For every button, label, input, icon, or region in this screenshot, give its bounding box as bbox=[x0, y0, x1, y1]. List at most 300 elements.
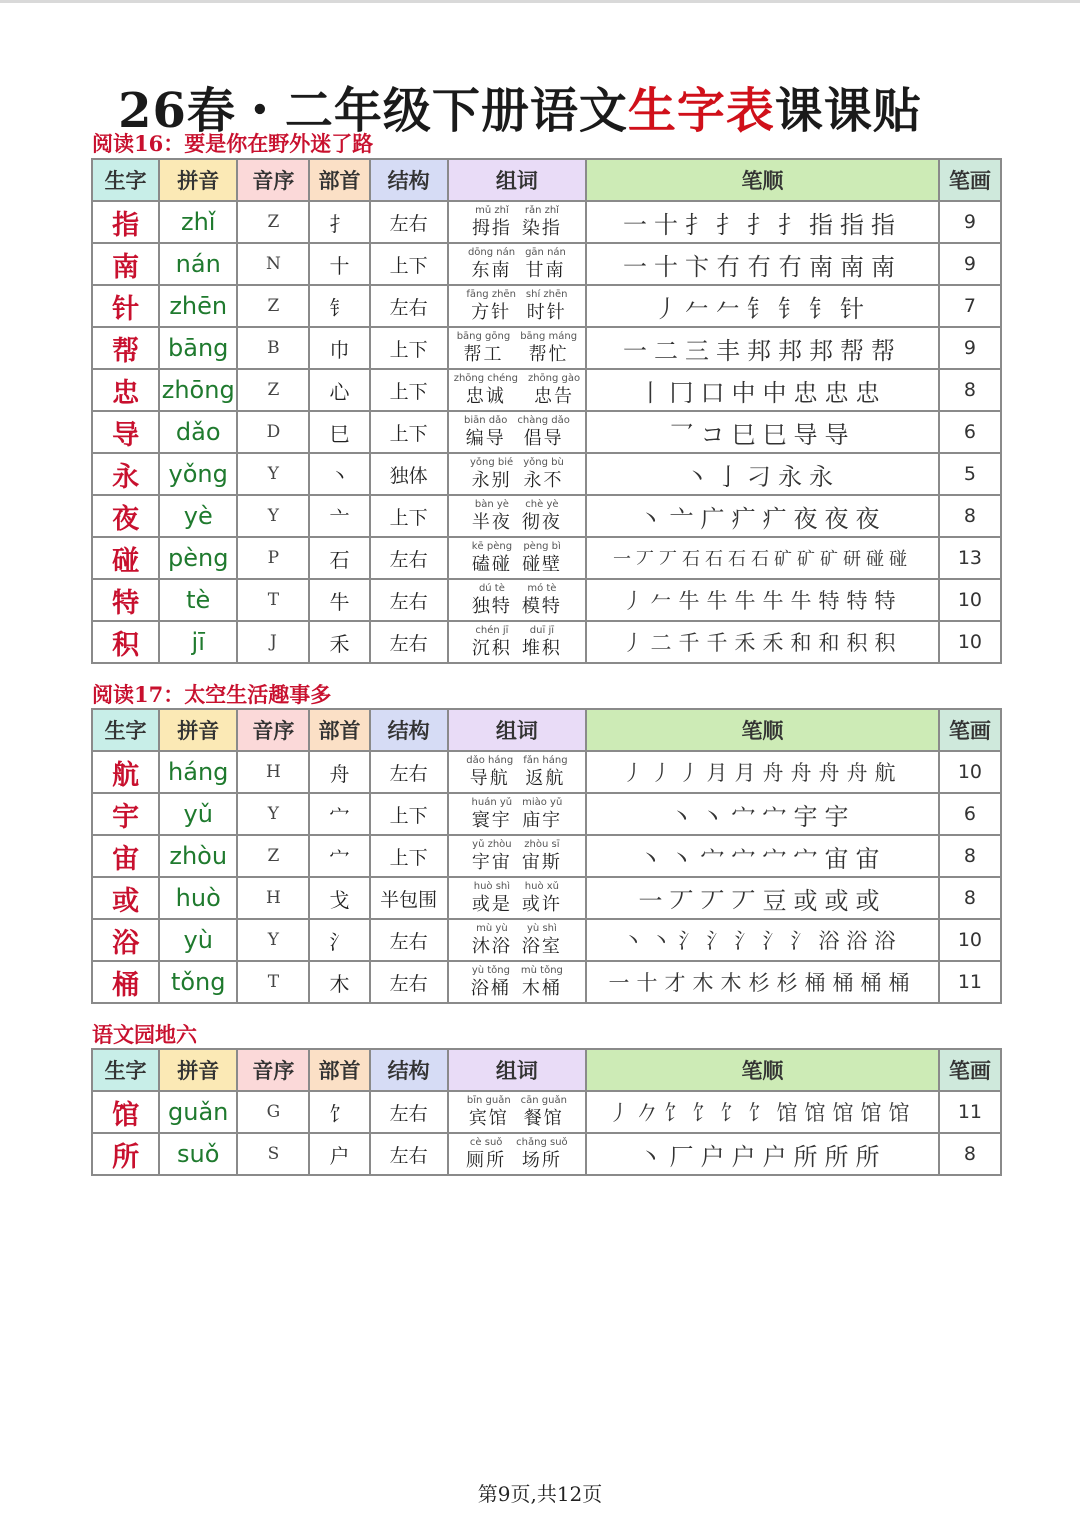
word-pair bbox=[449, 1096, 585, 1128]
radical-cell: 木 bbox=[309, 961, 369, 1003]
radical-cell: 饣 bbox=[309, 1091, 369, 1133]
word-item bbox=[472, 500, 512, 532]
word-pinyin: yù tǒng bbox=[471, 965, 510, 976]
word-pinyin: gān nán bbox=[525, 247, 566, 258]
character-cell: 馆 bbox=[92, 1091, 159, 1133]
stroke-step: 馆 bbox=[776, 1101, 801, 1125]
header-char: 生字 bbox=[92, 709, 159, 751]
stroke-step: 牛 bbox=[762, 589, 787, 613]
word-pinyin: miào yǔ bbox=[522, 797, 563, 808]
word-pinyin: zhōng chéng bbox=[453, 373, 518, 384]
stroke-step: 一 bbox=[638, 886, 666, 915]
header-row bbox=[92, 1049, 1001, 1091]
stroke-step: 氵 bbox=[790, 929, 815, 953]
stroke-step: 丶 bbox=[684, 462, 712, 491]
stroke-step: 研 bbox=[842, 549, 862, 570]
header-order: 音序 bbox=[237, 709, 309, 751]
radical-cell: 戈 bbox=[309, 877, 369, 919]
stroke-step: 宀 bbox=[700, 844, 728, 873]
title-part1: 26春・二年级下册语文 bbox=[118, 83, 628, 139]
words-cell bbox=[448, 1091, 586, 1133]
word-pair bbox=[449, 584, 585, 616]
header-stroke-count: 笔画 bbox=[939, 159, 1001, 201]
stroke-step: 一 bbox=[608, 971, 633, 995]
word-hanzi: 磕碰 bbox=[471, 554, 512, 575]
words-cell bbox=[448, 411, 586, 453]
stroke-step: 饣 bbox=[720, 1101, 745, 1125]
stroke-step: 丿 bbox=[622, 589, 647, 613]
stroke-count-cell: 10 bbox=[939, 751, 1001, 793]
stroke-step: 针 bbox=[839, 294, 867, 323]
word-pinyin: mǔ zhǐ bbox=[475, 205, 509, 216]
word-item bbox=[522, 924, 562, 956]
section-title: 阅读16：要是你在野外迷了路 bbox=[92, 131, 374, 156]
word-hanzi: 永别 bbox=[471, 470, 512, 491]
structure-cell: 左右 bbox=[370, 961, 448, 1003]
word-item bbox=[471, 966, 511, 998]
pinyin-cell: tè bbox=[159, 579, 237, 621]
word-item bbox=[464, 416, 507, 448]
stroke-step: 馆 bbox=[888, 1101, 913, 1125]
header-stroke-count: 笔画 bbox=[939, 709, 1001, 751]
word-hanzi: 浴室 bbox=[521, 936, 562, 957]
stroke-step: 千 bbox=[706, 631, 731, 655]
stroke-step: 巳 bbox=[731, 420, 759, 449]
word-item bbox=[525, 248, 566, 280]
stroke-count-cell: 6 bbox=[939, 411, 1001, 453]
character-cell: 宙 bbox=[92, 835, 159, 877]
phonetic-order-cell: T bbox=[237, 579, 309, 621]
stroke-step: 刁 bbox=[746, 462, 774, 491]
word-hanzi: 场所 bbox=[521, 1150, 562, 1171]
header-words: 组词 bbox=[448, 709, 586, 751]
phonetic-order-cell: Z bbox=[237, 369, 309, 411]
word-item bbox=[522, 500, 562, 532]
table-row bbox=[92, 1091, 1001, 1133]
stroke-step: 丿 bbox=[678, 761, 703, 785]
word-pinyin: bīn guǎn bbox=[466, 1095, 511, 1106]
stroke-step: 疒 bbox=[731, 504, 759, 533]
word-hanzi: 或是 bbox=[471, 894, 512, 915]
words-cell bbox=[448, 835, 586, 877]
stroke-step: 永 bbox=[777, 462, 805, 491]
stroke-count-cell: 10 bbox=[939, 621, 1001, 663]
stroke-step: 指 bbox=[808, 210, 836, 239]
structure-cell: 上下 bbox=[370, 327, 448, 369]
word-item bbox=[526, 290, 568, 322]
character-table bbox=[91, 1048, 1002, 1176]
stroke-step: 才 bbox=[664, 971, 689, 995]
header-row bbox=[92, 709, 1001, 751]
pinyin-cell: yǔ bbox=[159, 793, 237, 835]
pinyin-cell: suǒ bbox=[159, 1133, 237, 1175]
word-pinyin: chè yè bbox=[525, 499, 559, 510]
word-pinyin: mù yù bbox=[476, 923, 508, 934]
word-pinyin: chàng dǎo bbox=[517, 415, 570, 426]
table-row bbox=[92, 411, 1001, 453]
stroke-step: 所 bbox=[824, 1142, 852, 1171]
character-cell: 碰 bbox=[92, 537, 159, 579]
word-hanzi: 独特 bbox=[471, 596, 512, 617]
stroke-step: 丿 bbox=[650, 761, 675, 785]
stroke-step: 宀 bbox=[762, 844, 790, 873]
stroke-step: 亠 bbox=[669, 504, 697, 533]
word-pair bbox=[449, 458, 585, 490]
word-pair bbox=[449, 542, 585, 574]
word-hanzi: 东南 bbox=[471, 260, 512, 281]
stroke-step: 豆 bbox=[762, 886, 790, 915]
stroke-count-cell: 11 bbox=[939, 961, 1001, 1003]
table-row bbox=[92, 285, 1001, 327]
stroke-count-cell: 9 bbox=[939, 243, 1001, 285]
radical-cell: 心 bbox=[309, 369, 369, 411]
word-pinyin: zhòu sī bbox=[524, 839, 560, 850]
character-cell: 帮 bbox=[92, 327, 159, 369]
stroke-step: 十 bbox=[653, 210, 681, 239]
phonetic-order-cell: Z bbox=[237, 285, 309, 327]
header-order: 音序 bbox=[237, 159, 309, 201]
stroke-step: 丶 bbox=[700, 802, 728, 831]
word-item bbox=[472, 924, 512, 956]
word-hanzi: 木桶 bbox=[521, 978, 562, 999]
stroke-step: 氵 bbox=[734, 929, 759, 953]
word-item bbox=[457, 332, 511, 364]
header-row bbox=[92, 159, 1001, 201]
stroke-order-cell bbox=[586, 201, 939, 243]
stroke-step: 和 bbox=[790, 631, 815, 655]
character-cell: 航 bbox=[92, 751, 159, 793]
stroke-step: 帮 bbox=[839, 336, 867, 365]
stroke-order-cell bbox=[586, 751, 939, 793]
structure-cell: 上下 bbox=[370, 495, 448, 537]
stroke-step: 户 bbox=[731, 1142, 759, 1171]
structure-cell: 左右 bbox=[370, 1133, 448, 1175]
word-item bbox=[522, 626, 562, 658]
radical-cell: 巳 bbox=[309, 411, 369, 453]
stroke-step: 丶 bbox=[622, 929, 647, 953]
stroke-step: 户 bbox=[762, 1142, 790, 1171]
words-cell bbox=[448, 961, 586, 1003]
pinyin-cell: zhōng bbox=[159, 369, 237, 411]
stroke-order-cell bbox=[586, 1133, 939, 1175]
stroke-count-cell: 6 bbox=[939, 793, 1001, 835]
table-row bbox=[92, 495, 1001, 537]
stroke-step: 月 bbox=[706, 761, 731, 785]
stroke-step: 指 bbox=[839, 210, 867, 239]
word-item bbox=[472, 840, 512, 872]
word-pair bbox=[449, 206, 585, 238]
header-char: 生字 bbox=[92, 1049, 159, 1091]
header-stroke-order: 笔顺 bbox=[586, 159, 939, 201]
stroke-step: 卞 bbox=[684, 252, 712, 281]
stroke-step: 特 bbox=[874, 589, 899, 613]
stroke-step: 南 bbox=[839, 252, 867, 281]
header-pinyin: 拼音 bbox=[159, 159, 237, 201]
phonetic-order-cell: H bbox=[237, 751, 309, 793]
character-cell: 宇 bbox=[92, 793, 159, 835]
word-hanzi: 沐浴 bbox=[471, 936, 512, 957]
stroke-step: 舟 bbox=[846, 761, 871, 785]
stroke-step: 南 bbox=[870, 252, 898, 281]
word-hanzi: 帮忙 bbox=[528, 344, 569, 365]
stroke-step: 木 bbox=[692, 971, 717, 995]
word-hanzi: 宇宙 bbox=[471, 852, 512, 873]
word-pair bbox=[449, 840, 585, 872]
stroke-step: 疒 bbox=[762, 504, 790, 533]
stroke-step: 舟 bbox=[762, 761, 787, 785]
structure-cell: 左右 bbox=[370, 201, 448, 243]
table-row bbox=[92, 793, 1001, 835]
pinyin-cell: dǎo bbox=[159, 411, 237, 453]
word-pinyin: cè suǒ bbox=[469, 1137, 503, 1148]
pinyin-cell: huò bbox=[159, 877, 237, 919]
phonetic-order-cell: S bbox=[237, 1133, 309, 1175]
words-cell bbox=[448, 579, 586, 621]
word-hanzi: 半夜 bbox=[471, 512, 512, 533]
word-hanzi: 寰宇 bbox=[471, 810, 512, 831]
stroke-count-cell: 13 bbox=[939, 537, 1001, 579]
top-divider bbox=[0, 0, 1080, 3]
character-cell: 南 bbox=[92, 243, 159, 285]
header-stroke-order: 笔顺 bbox=[586, 1049, 939, 1091]
word-item bbox=[472, 584, 512, 616]
stroke-step: 馆 bbox=[804, 1101, 829, 1125]
header-radical: 部首 bbox=[309, 1049, 369, 1091]
phonetic-order-cell: J bbox=[237, 621, 309, 663]
character-cell: 积 bbox=[92, 621, 159, 663]
word-hanzi: 彻夜 bbox=[521, 512, 562, 533]
stroke-count-cell: 9 bbox=[939, 201, 1001, 243]
header-char: 生字 bbox=[92, 159, 159, 201]
stroke-step: 杉 bbox=[748, 971, 773, 995]
stroke-step: 丶 bbox=[669, 844, 697, 873]
radical-cell: 钅 bbox=[309, 285, 369, 327]
stroke-step: 或 bbox=[793, 886, 821, 915]
word-pair bbox=[449, 966, 585, 998]
stroke-step: 饣 bbox=[748, 1101, 773, 1125]
word-pinyin: mù tǒng bbox=[520, 965, 563, 976]
words-cell bbox=[448, 793, 586, 835]
word-item bbox=[472, 798, 513, 830]
stroke-step: 𠂊 bbox=[636, 1101, 661, 1125]
word-hanzi: 染指 bbox=[521, 218, 562, 239]
stroke-step: 中 bbox=[762, 378, 790, 407]
radical-cell: 禾 bbox=[309, 621, 369, 663]
word-hanzi: 模特 bbox=[521, 596, 562, 617]
word-item bbox=[522, 584, 562, 616]
structure-cell: 上下 bbox=[370, 835, 448, 877]
stroke-count-cell: 8 bbox=[939, 1133, 1001, 1175]
word-item bbox=[467, 1096, 511, 1128]
stroke-step: 宙 bbox=[855, 844, 883, 873]
word-item bbox=[466, 756, 513, 788]
stroke-step: 亅 bbox=[715, 462, 743, 491]
word-item bbox=[466, 290, 516, 322]
word-pinyin: yù shì bbox=[527, 923, 557, 934]
stroke-step: 二 bbox=[653, 336, 681, 365]
stroke-order-cell bbox=[586, 793, 939, 835]
table-row bbox=[92, 243, 1001, 285]
stroke-step: 浴 bbox=[874, 929, 899, 953]
stroke-step: 浴 bbox=[846, 929, 871, 953]
words-cell bbox=[448, 453, 586, 495]
word-pinyin: zhōng gào bbox=[527, 373, 581, 384]
stroke-step: 邦 bbox=[746, 336, 774, 365]
stroke-step: 馆 bbox=[832, 1101, 857, 1125]
word-hanzi: 宾馆 bbox=[468, 1108, 509, 1129]
stroke-step: 三 bbox=[684, 336, 712, 365]
word-pinyin: mó tè bbox=[527, 583, 557, 594]
character-cell: 针 bbox=[92, 285, 159, 327]
pinyin-cell: nán bbox=[159, 243, 237, 285]
stroke-step: 和 bbox=[818, 631, 843, 655]
stroke-step: 碰 bbox=[888, 549, 908, 570]
word-pair bbox=[449, 332, 585, 364]
word-hanzi: 编导 bbox=[465, 428, 506, 449]
stroke-step: 丿 bbox=[622, 631, 647, 655]
stroke-step: 千 bbox=[678, 631, 703, 655]
header-pinyin: 拼音 bbox=[159, 709, 237, 751]
stroke-step: 饣 bbox=[692, 1101, 717, 1125]
stroke-order-cell bbox=[586, 411, 939, 453]
phonetic-order-cell: H bbox=[237, 877, 309, 919]
word-hanzi: 方针 bbox=[471, 302, 512, 323]
header-stroke-count: 笔画 bbox=[939, 1049, 1001, 1091]
stroke-step: 厂 bbox=[669, 1142, 697, 1171]
character-table bbox=[91, 158, 1002, 664]
word-pair bbox=[449, 416, 585, 448]
stroke-step: 牛 bbox=[790, 589, 815, 613]
stroke-step: 永 bbox=[808, 462, 836, 491]
phonetic-order-cell: Y bbox=[237, 919, 309, 961]
stroke-step: 冇 bbox=[746, 252, 774, 281]
stroke-step: 丆 bbox=[658, 549, 678, 570]
stroke-order-cell bbox=[586, 495, 939, 537]
radical-cell: 舟 bbox=[309, 751, 369, 793]
word-pinyin: rǎn zhǐ bbox=[524, 205, 559, 216]
character-cell: 指 bbox=[92, 201, 159, 243]
phonetic-order-cell: Y bbox=[237, 495, 309, 537]
stroke-step: 牛 bbox=[734, 589, 759, 613]
words-cell bbox=[448, 537, 586, 579]
character-cell: 或 bbox=[92, 877, 159, 919]
word-hanzi: 返航 bbox=[525, 768, 566, 789]
stroke-step: 宀 bbox=[731, 844, 759, 873]
structure-cell: 左右 bbox=[370, 751, 448, 793]
table-row bbox=[92, 1133, 1001, 1175]
stroke-step: 指 bbox=[870, 210, 898, 239]
stroke-step: 忠 bbox=[855, 378, 883, 407]
words-cell bbox=[448, 495, 586, 537]
stroke-step: 导 bbox=[793, 420, 821, 449]
header-words: 组词 bbox=[448, 159, 586, 201]
phonetic-order-cell: D bbox=[237, 411, 309, 453]
stroke-step: 桶 bbox=[804, 971, 829, 995]
stroke-step: 𠂉 bbox=[715, 294, 743, 323]
stroke-step: 航 bbox=[874, 761, 899, 785]
stroke-step: 忠 bbox=[793, 378, 821, 407]
word-pinyin: duī jī bbox=[529, 625, 554, 636]
stroke-step: 桶 bbox=[832, 971, 857, 995]
stroke-step: 丰 bbox=[715, 336, 743, 365]
word-pair bbox=[449, 798, 585, 830]
word-pinyin: dōng nán bbox=[467, 247, 516, 258]
stroke-step: 夜 bbox=[855, 504, 883, 533]
word-pinyin: dú tè bbox=[478, 583, 505, 594]
stroke-step: 丿 bbox=[608, 1101, 633, 1125]
pinyin-cell: zhǐ bbox=[159, 201, 237, 243]
word-pinyin: yǒng bù bbox=[523, 457, 564, 468]
stroke-step: 𠂉 bbox=[684, 294, 712, 323]
stroke-step: 巳 bbox=[762, 420, 790, 449]
stroke-step: 广 bbox=[700, 504, 728, 533]
word-item bbox=[521, 966, 563, 998]
character-cell: 浴 bbox=[92, 919, 159, 961]
phonetic-order-cell: Y bbox=[237, 453, 309, 495]
stroke-step: 牛 bbox=[678, 589, 703, 613]
stroke-step: 冇 bbox=[715, 252, 743, 281]
word-pinyin: huò shì bbox=[473, 881, 511, 892]
word-item bbox=[472, 542, 512, 574]
stroke-step: 冂 bbox=[669, 378, 697, 407]
stroke-step: 氵 bbox=[762, 929, 787, 953]
stroke-step: 积 bbox=[846, 631, 871, 655]
structure-cell: 上下 bbox=[370, 793, 448, 835]
title-highlight: 生字表 bbox=[627, 83, 775, 139]
word-item bbox=[472, 882, 512, 914]
stroke-step: 宇 bbox=[793, 802, 821, 831]
stroke-step: 扌 bbox=[777, 210, 805, 239]
pinyin-cell: háng bbox=[159, 751, 237, 793]
stroke-step: 钅 bbox=[746, 294, 774, 323]
word-item bbox=[522, 206, 562, 238]
structure-cell: 左右 bbox=[370, 621, 448, 663]
table-row bbox=[92, 877, 1001, 919]
word-pair bbox=[449, 924, 585, 956]
word-item bbox=[521, 1096, 567, 1128]
word-pinyin: yǒng bié bbox=[470, 457, 514, 468]
phonetic-order-cell: Z bbox=[237, 201, 309, 243]
stroke-order-cell bbox=[586, 243, 939, 285]
stroke-step: 丿 bbox=[622, 761, 647, 785]
stroke-count-cell: 10 bbox=[939, 579, 1001, 621]
stroke-step: 冇 bbox=[777, 252, 805, 281]
word-pinyin: kē pèng bbox=[471, 541, 513, 552]
stroke-step: 矿 bbox=[796, 549, 816, 570]
stroke-step: 积 bbox=[874, 631, 899, 655]
word-item bbox=[472, 206, 512, 238]
stroke-step: 口 bbox=[700, 378, 728, 407]
stroke-step: 邦 bbox=[808, 336, 836, 365]
table-row bbox=[92, 537, 1001, 579]
word-hanzi: 或许 bbox=[521, 894, 562, 915]
stroke-step: コ bbox=[700, 420, 728, 449]
stroke-step: 扌 bbox=[684, 210, 712, 239]
stroke-count-cell: 11 bbox=[939, 1091, 1001, 1133]
stroke-step: 杉 bbox=[776, 971, 801, 995]
stroke-step: 石 bbox=[750, 549, 770, 570]
stroke-order-cell bbox=[586, 1091, 939, 1133]
stroke-step: 丆 bbox=[669, 886, 697, 915]
stroke-order-cell bbox=[586, 327, 939, 369]
stroke-step: 浴 bbox=[818, 929, 843, 953]
stroke-step: 牛 bbox=[706, 589, 731, 613]
stroke-step: 特 bbox=[818, 589, 843, 613]
stroke-step: 禾 bbox=[762, 631, 787, 655]
word-item bbox=[522, 798, 562, 830]
header-structure: 结构 bbox=[370, 159, 448, 201]
stroke-step: 宇 bbox=[824, 802, 852, 831]
